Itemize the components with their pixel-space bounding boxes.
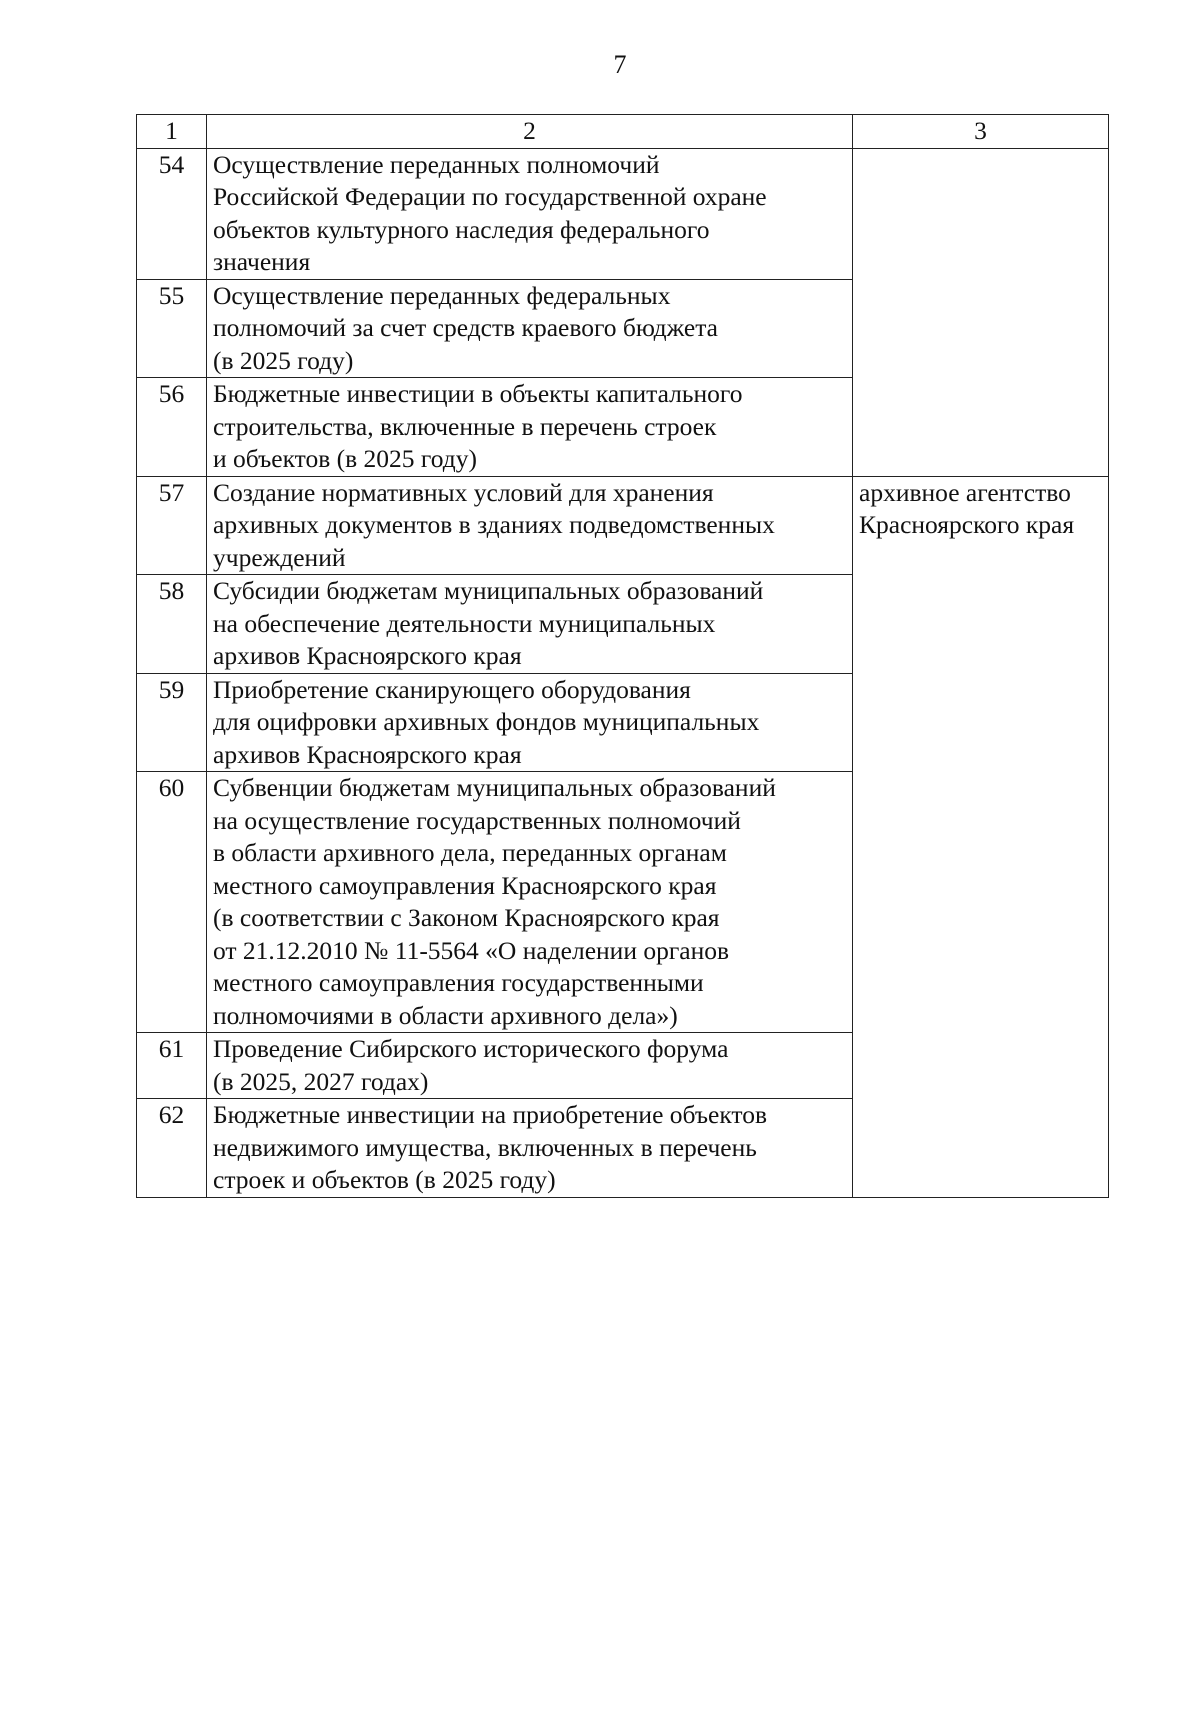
row-description: Бюджетные инвестиции в объекты капитального строительства, включенные в перечень строек и объектов (в 2025 году) [207,378,853,477]
row-number: 56 [137,378,207,477]
row-number: 55 [137,279,207,378]
row-description: Создание нормативных условий для хранения архивных документов в зданиях подведомственных учреждений [207,476,853,575]
row-description: Субсидии бюджетам муниципальных образований на обеспечение деятельности муниципальных архивов Красноярского края [207,575,853,674]
row-description: Проведение Сибирского исторического форума (в 2025, 2027 годах) [207,1033,853,1099]
row-number: 57 [137,476,207,575]
agency-cell-empty [853,148,1109,476]
row-number: 60 [137,772,207,1033]
row-number: 62 [137,1099,207,1198]
row-description: Приобретение сканирующего оборудования для оцифровки архивных фондов муниципальных архивов Красноярского края [207,673,853,772]
row-number: 59 [137,673,207,772]
page-number: 7 [613,50,627,79]
document-table [136,114,1109,1198]
row-description: Бюджетные инвестиции на приобретение объектов недвижимого имущества, включенных в перечень строек и объектов (в 2025 году) [207,1099,853,1198]
table-header-row [137,115,1109,149]
table-row [137,476,1109,575]
table-row [137,148,1109,279]
agency-cell: архивное агентство Красноярского края [853,476,1109,1197]
header-col-3: 3 [853,115,1109,149]
row-number: 58 [137,575,207,674]
row-description: Осуществление переданных полномочий Российской Федерации по государственной охране объектов культурного наследия федерального значения [207,148,853,279]
header-col-2: 2 [207,115,853,149]
header-col-1: 1 [137,115,207,149]
row-description: Осуществление переданных федеральных полномочий за счет средств краевого бюджета (в 2025 году) [207,279,853,378]
row-number: 61 [137,1033,207,1099]
row-description: Субвенции бюджетам муниципальных образований на осуществление государственных полномочий в области архивного дела, переданных органам местного самоуправления Красноярского края (в соответствии с Законом Красноярского края от 21.12.2010 № 11-5564 «О наделении органов местного самоуправления государственными полномочиями в области архивного дела») [207,772,853,1033]
row-number: 54 [137,148,207,279]
